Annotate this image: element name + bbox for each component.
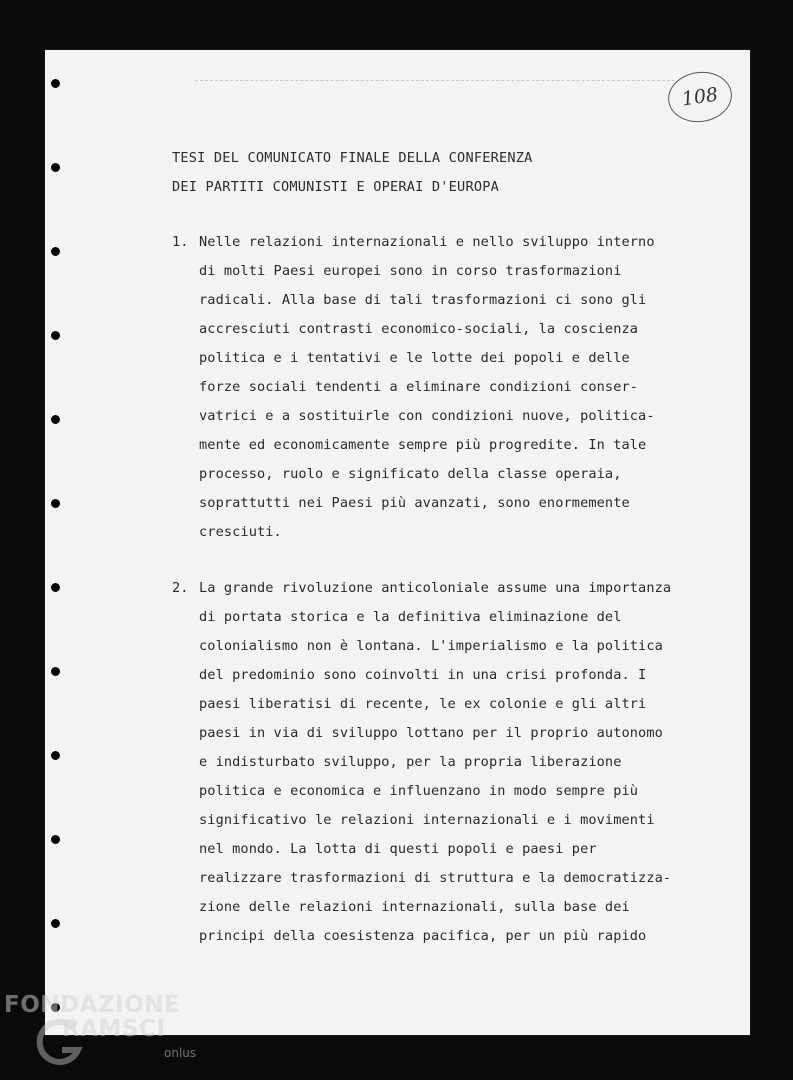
punch-hole xyxy=(51,163,60,172)
punch-hole xyxy=(51,583,60,592)
text-line: zione delle relazioni internazionali, sulla base dei xyxy=(199,899,630,915)
text-line: politica e i tentativi e le lotte dei popoli e delle xyxy=(199,350,630,366)
text-line: soprattutti nei Paesi più avanzati, sono enormemente xyxy=(199,495,630,511)
text-line: Nelle relazioni internazionali e nello sviluppo interno xyxy=(199,234,655,250)
text-line: vatrici e a sostituirle con condizioni nuove, politica- xyxy=(199,408,655,424)
paragraph-number: 2. xyxy=(172,580,189,596)
punch-hole xyxy=(51,79,60,88)
text-line: colonialismo non è lontana. L'imperialismo e la politica xyxy=(199,638,663,654)
punch-hole xyxy=(51,667,60,676)
text-line: nel mondo. La lotta di questi popoli e paesi per xyxy=(199,841,597,857)
document-page xyxy=(45,50,750,1035)
punch-hole xyxy=(51,247,60,256)
punch-hole xyxy=(51,919,60,928)
paragraph-text xyxy=(199,228,739,547)
punch-hole xyxy=(51,331,60,340)
document-title xyxy=(172,144,533,202)
text-line: significativo le relazioni internazionali e i movimenti xyxy=(199,812,655,828)
title-line: DEI PARTITI COMUNISTI E OPERAI D'EUROPA xyxy=(172,179,499,195)
paragraph-text xyxy=(199,574,739,951)
text-line: La grande rivoluzione anticoloniale assume una importanza xyxy=(199,580,672,596)
text-line: di portata storica e la definitiva eliminazione del xyxy=(199,609,622,625)
top-dotted-line xyxy=(195,80,675,81)
text-line: cresciuti. xyxy=(199,524,282,540)
text-line: mente ed economicamente sempre più progredite. In tale xyxy=(199,437,647,453)
punch-hole xyxy=(51,835,60,844)
punch-hole xyxy=(51,499,60,508)
fondazione-gramsci-watermark xyxy=(4,990,204,1080)
text-line: paesi liberatisi di recente, le ex colonie e gli altri xyxy=(199,696,647,712)
text-line: radicali. Alla base di tali trasformazioni ci sono gli xyxy=(199,292,647,308)
text-line: di molti Paesi europei sono in corso trasformazioni xyxy=(199,263,622,279)
watermark-line-3: onlus xyxy=(164,1046,197,1060)
text-line: paesi in via di sviluppo lottano per il proprio autonomo xyxy=(199,725,663,741)
text-line: accresciuti contrasti economico-sociali, la coscienza xyxy=(199,321,639,337)
punch-hole xyxy=(51,751,60,760)
text-line: e indisturbato sviluppo, per la propria liberazione xyxy=(199,754,622,770)
text-line: del predominio sono coinvolti in una crisi profonda. I xyxy=(199,667,647,683)
punch-hole xyxy=(51,415,60,424)
watermark-line-1: FONDAZIONE xyxy=(4,992,181,1018)
text-line: processo, ruolo e significato della classe operaia, xyxy=(199,466,622,482)
text-line: realizzare trasformazioni di struttura e la democratizza- xyxy=(199,870,672,886)
page-number: 108 xyxy=(680,83,720,111)
text-line: politica e economica e influenzano in modo sempre più xyxy=(199,783,639,799)
text-line: principi della coesistenza pacifica, per un più rapido xyxy=(199,928,647,944)
watermark-line-2: RAMSCI xyxy=(62,1016,166,1042)
title-line: TESI DEL COMUNICATO FINALE DELLA CONFERENZA xyxy=(172,150,533,166)
text-line: forze sociali tendenti a eliminare condizioni conser- xyxy=(199,379,639,395)
page-number-stamp xyxy=(665,68,735,126)
paragraph-number: 1. xyxy=(172,234,189,250)
